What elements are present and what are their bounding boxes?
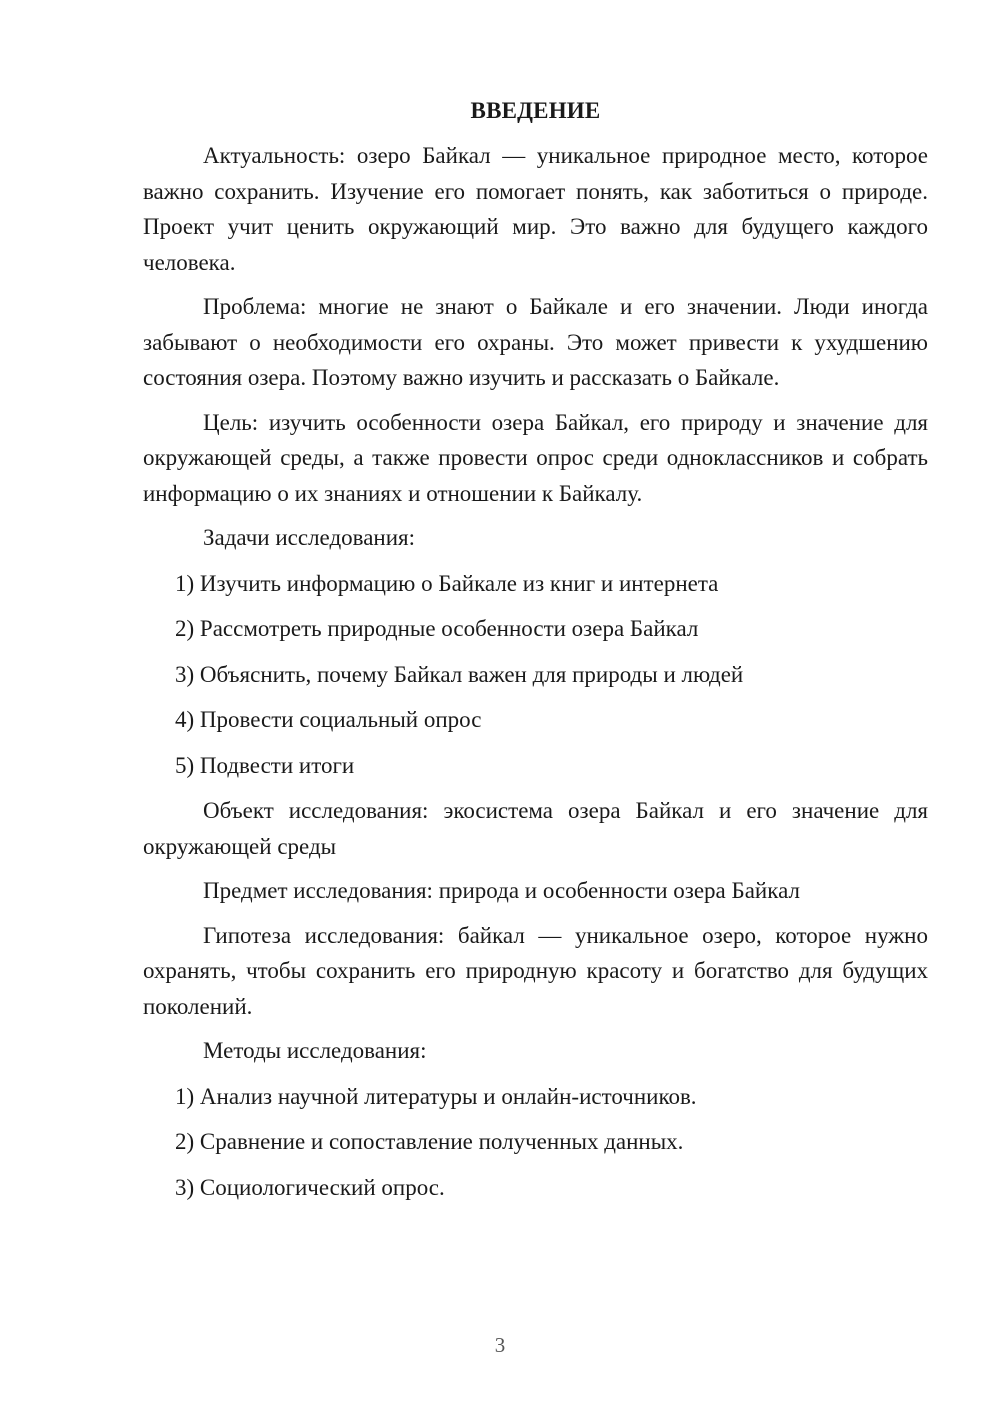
problem-paragraph: Проблема: многие не знают о Байкале и его значении. Люди иногда забывают о необходимости его охраны. Это может привести к ухудшению состояния озера. Поэтому важно изучить и рассказать о Байкале. <box>143 294 928 390</box>
task-item: 2) Рассмотреть природные особенности озера Байкал <box>175 616 699 641</box>
task-item: 4) Провести социальный опрос <box>175 707 482 732</box>
methods-label: Методы исследования: <box>203 1038 427 1063</box>
task-item: 1) Изучить информацию о Байкале из книг и интернета <box>175 570 719 596</box>
method-item: 2) Сравнение и сопоставление полученных данных. <box>175 1129 684 1154</box>
relevance-paragraph: Актуальность: озеро Байкал — уникальное природное место, которое важно сохранить. Изучение его помогает понять, как заботиться о природе. Проект учит ценить окружающий мир. Это важно для будущего каждого человека. <box>143 143 928 275</box>
subject-paragraph: Предмет исследования: природа и особенности озера Байкал <box>203 878 800 903</box>
method-item: 1) Анализ научной литературы и онлайн-источников. <box>175 1083 697 1109</box>
hypothesis-paragraph: Гипотеза исследования: байкал — уникальное озеро, которое нужно охранять, чтобы сохранить его природную красоту и богатство для будущих поколений. <box>143 922 928 1019</box>
task-item: 5) Подвести итоги <box>175 752 355 778</box>
tasks-label: Задачи исследования: <box>203 525 416 550</box>
task-item: 3) Объяснить, почему Байкал важен для природы и людей <box>175 661 744 687</box>
page-number: 3 <box>494 1333 506 1357</box>
method-item: 3) Социологический опрос. <box>175 1174 445 1200</box>
goal-paragraph: Цель: изучить особенности озера Байкал, его природу и значение для окружающей среды, а также провести опрос среди одноклассников и собрать информацию о их знаниях и отношении к Байкалу. <box>143 409 928 506</box>
object-paragraph: Объект исследования: экосистема озера Байкал и его значение для окружающей среды <box>143 798 928 859</box>
page-title: ВВЕДЕНИЕ <box>470 98 601 123</box>
